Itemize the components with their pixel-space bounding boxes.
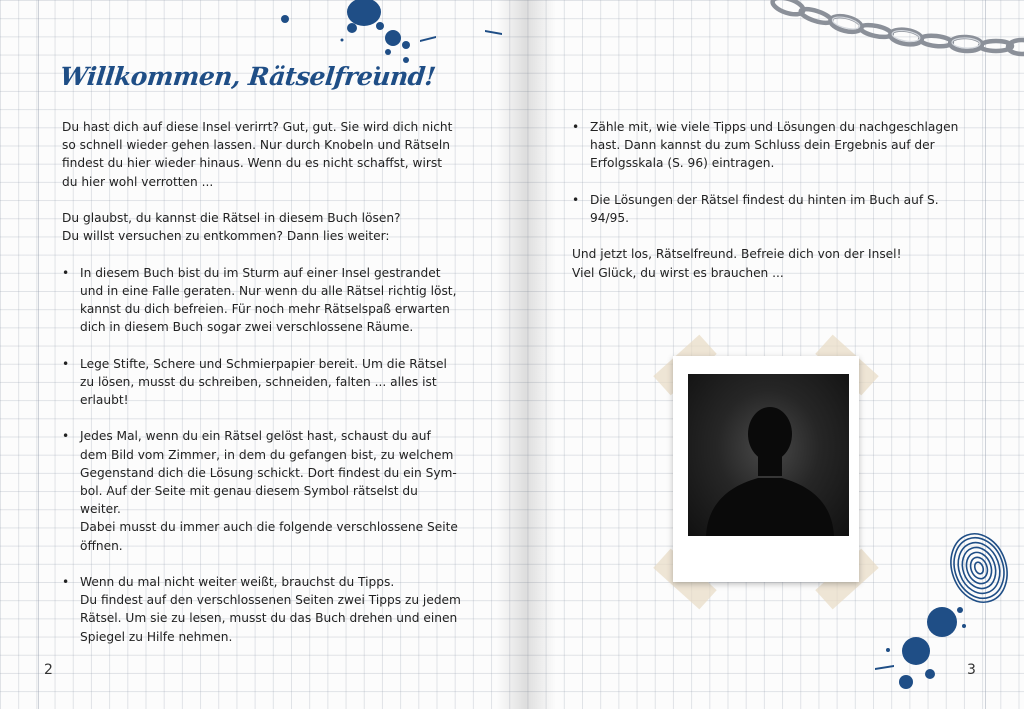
fingerprint-image	[944, 530, 1014, 606]
intro-line: Du hast dich auf diese Insel verirrt? Gut, gut. Sie wird dich nicht	[62, 120, 453, 134]
closing-line: Viel Glück, du wirst es brauchen ...	[572, 265, 784, 280]
bullet-item: • Jedes Mal, wenn du ein Rätsel gelöst hast, schaust du auf dem Bild vom Zimmer, in dem du gefangen bist, zu welchem Gegenstand dich die Lösung schickt. Dort findest du ein Sym- bol. Auf der Seite mit genau diesem Symbol rätselst du weiter. Dabei musst du immer auch die folgende verschlossene Seite öffnen.	[62, 427, 462, 554]
page-number-left: 2	[44, 662, 53, 678]
bullet-item: • In diesem Buch bist du im Sturm auf einer Insel gestrandet und in eine Falle geraten. Nur wenn du alle Rätsel richtig löst, kannst du dich befreien. Für noch mehr Rätselspaß erwarten dich in diesem Buch sogar zwei verschlossene Räume.	[62, 264, 462, 337]
book-gutter	[496, 0, 556, 709]
left-text-column	[62, 118, 462, 646]
intro-line: findest du hier wieder hinaus. Wenn du es nicht schaffst, wirst	[62, 156, 442, 171]
page-title: Willkommen, Rätselfreund!	[58, 62, 437, 91]
ink-splatter-bottom	[860, 598, 980, 698]
chain-image	[760, 0, 1024, 70]
question-line: Du willst versuchen zu entkommen? Dann lies weiter:	[62, 229, 390, 244]
page-number-right: 3	[967, 662, 976, 678]
intro-line: du hier wohl verrotten ...	[62, 174, 214, 189]
question-line: Du glaubst, du kannst die Rätsel in diesem Buch lösen?	[62, 211, 401, 225]
bullet-item: • Zähle mit, wie viele Tipps und Lösungen du nachgeschlagen hast. Dann kannst du zum Schluss dein Ergebnis auf der Erfolgsskala (S. 96) eintragen.	[572, 118, 972, 173]
instruction-list	[62, 264, 462, 646]
instruction-list-continued	[572, 118, 972, 227]
left-margin-line	[38, 0, 39, 709]
silhouette-photo	[688, 374, 849, 536]
closing-line: Und jetzt los, Rätselfreund. Befreie dich von der Insel!	[572, 247, 902, 262]
bullet-item: • Die Lösungen der Rätsel findest du hinten im Buch auf S. 94/95.	[572, 191, 972, 227]
right-text-column	[572, 118, 972, 282]
bullet-item: • Lege Stifte, Schere und Schmierpapier bereit. Um die Rätsel zu lösen, musst du schreiben, schneiden, falten ... alles ist erlaubt!	[62, 355, 462, 410]
person-silhouette-icon	[688, 374, 849, 536]
intro-line: so schnell wieder gehen lassen. Nur durch Knobeln und Rätseln	[62, 138, 450, 153]
bullet-item: • Wenn du mal nicht weiter weißt, brauchst du Tipps. Du findest auf den verschlossenen Seiten zwei Tipps zu jedem Rätsel. Um sie zu lesen, musst du das Buch drehen und einen Spiegel zu Hilfe nehmen.	[62, 573, 462, 646]
polaroid-photo	[673, 356, 859, 582]
